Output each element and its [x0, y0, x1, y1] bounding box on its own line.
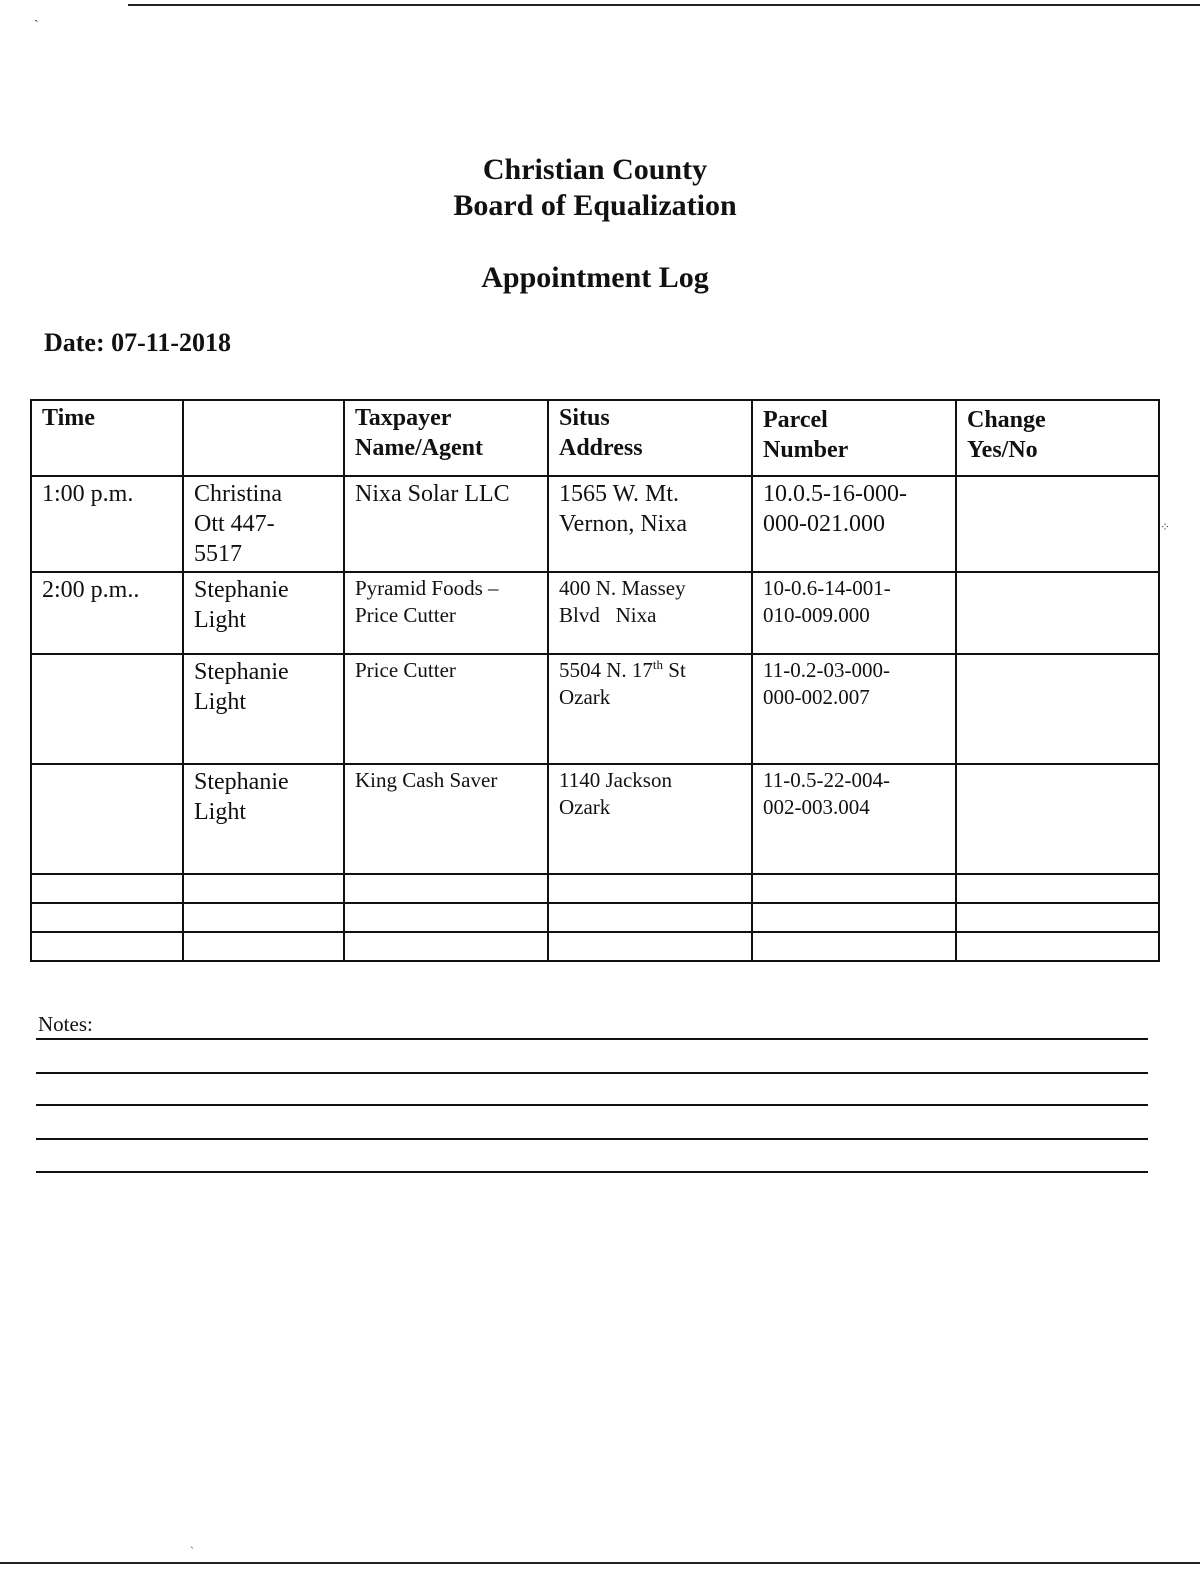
- header-situs: Situs Address: [548, 400, 752, 476]
- date-value: 07-11-2018: [111, 328, 232, 357]
- table-row: [31, 572, 1159, 654]
- cell-agent: Stephanie Light: [183, 764, 344, 874]
- scan-speckle: ˋ: [190, 1544, 194, 1558]
- blank-cell: [548, 903, 752, 932]
- notes-line: [36, 1138, 1148, 1140]
- cell-situs: 1565 W. Mt. Vernon, Nixa: [548, 476, 752, 572]
- document-title: Christian County: [482, 153, 708, 186]
- blank-cell: [752, 874, 956, 903]
- scan-speckle: ⁘: [1160, 520, 1171, 534]
- cell-time: [31, 764, 183, 874]
- header-parcel: Parcel Number: [752, 400, 956, 476]
- blank-cell: [956, 874, 1159, 903]
- cell-time: [31, 654, 183, 764]
- cell-parcel: 10.0.5-16-000- 000-021.000: [752, 476, 956, 572]
- cell-situs: 1140 Jackson Ozark: [548, 764, 752, 874]
- blank-cell: [956, 903, 1159, 932]
- cell-change: [956, 654, 1159, 764]
- cell-change: [956, 572, 1159, 654]
- document-title-line2: Board of Equalization: [453, 189, 737, 222]
- blank-cell: [548, 932, 752, 961]
- table-row: [31, 654, 1159, 764]
- cell-situs: 5504 N. 17th St Ozark: [548, 654, 752, 764]
- table-row: [31, 764, 1159, 874]
- cell-agent: Stephanie Light: [183, 654, 344, 764]
- notes-line: [36, 1171, 1148, 1173]
- cell-taxpayer: Price Cutter: [344, 654, 548, 764]
- header-agent: [183, 400, 344, 476]
- cell-parcel: 11-0.5-22-004- 002-003.004: [752, 764, 956, 874]
- appointment-table: [30, 399, 1160, 962]
- header-taxpayer: Taxpayer Name/Agent: [344, 400, 548, 476]
- blank-cell: [752, 932, 956, 961]
- cell-parcel: 10-0.6-14-001- 010-009.000: [752, 572, 956, 654]
- date-line: [44, 328, 231, 358]
- blank-cell: [344, 903, 548, 932]
- notes-label: Notes:: [38, 1012, 93, 1036]
- table-row-blank: [31, 932, 1159, 961]
- cell-time: 1:00 p.m.: [31, 476, 183, 572]
- document-subtitle: Appointment Log: [481, 261, 709, 294]
- blank-cell: [752, 903, 956, 932]
- blank-cell: [31, 903, 183, 932]
- cell-taxpayer: Nixa Solar LLC: [344, 476, 548, 572]
- cell-agent: Christina Ott 447- 5517: [183, 476, 344, 572]
- notes-line: [36, 1072, 1148, 1074]
- cell-taxpayer: Pyramid Foods – Price Cutter: [344, 572, 548, 654]
- blank-cell: [956, 932, 1159, 961]
- blank-cell: [183, 932, 344, 961]
- date-label: Date:: [44, 328, 105, 357]
- header-time: Time: [31, 400, 183, 476]
- table-row-blank: [31, 903, 1159, 932]
- cell-agent: Stephanie Light: [183, 572, 344, 654]
- cell-time: 2:00 p.m..: [31, 572, 183, 654]
- scan-top-border: [128, 4, 1200, 6]
- scan-bottom-border: [0, 1562, 1200, 1564]
- blank-cell: [344, 874, 548, 903]
- table-row: [31, 476, 1159, 572]
- blank-cell: [31, 874, 183, 903]
- blank-cell: [31, 932, 183, 961]
- cell-change: [956, 764, 1159, 874]
- blank-cell: [183, 874, 344, 903]
- table-header-row: [31, 400, 1159, 476]
- header-change: Change Yes/No: [956, 400, 1159, 476]
- notes-line: [36, 1104, 1148, 1106]
- blank-cell: [344, 932, 548, 961]
- cell-parcel: 11-0.2-03-000- 000-002.007: [752, 654, 956, 764]
- table-row-blank: [31, 874, 1159, 903]
- blank-cell: [548, 874, 752, 903]
- cell-situs: 400 N. Massey Blvd Nixa: [548, 572, 752, 654]
- scan-mark: ˎ: [34, 8, 39, 23]
- cell-taxpayer: King Cash Saver: [344, 764, 548, 874]
- blank-cell: [183, 903, 344, 932]
- notes-line: [36, 1038, 1148, 1040]
- cell-change: [956, 476, 1159, 572]
